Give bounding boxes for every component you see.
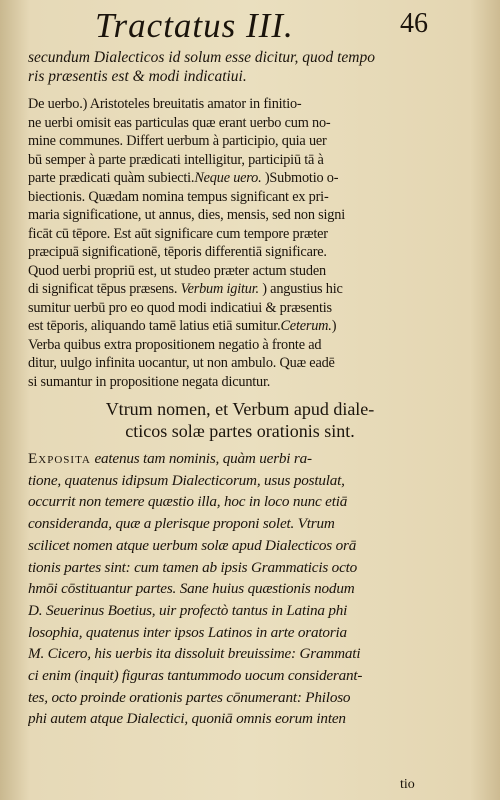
text-line: scilicet nomen atque uerbum solæ apud Dialecticos orā xyxy=(28,536,357,554)
text-line: præcipuā significationē, tēporis differentiā significare. xyxy=(28,244,327,260)
text-segment: parte prædicati quàm subiecti. xyxy=(28,170,195,186)
text-line: losophia, quatenus inter ipsos Latinos in arte oratoria xyxy=(28,623,347,641)
text-line: si sumantur in propositione negata dicuntur. xyxy=(28,373,271,390)
text-line: mine communes. Differt uerbum à participio, quia uer xyxy=(28,133,327,149)
lemma-uerbum-igitur: Verbum igitur. xyxy=(180,281,259,297)
page-number: 46 xyxy=(400,8,428,39)
text-segment: ) xyxy=(331,318,337,334)
text-line xyxy=(28,448,432,470)
text-line: ditur, uulgo infinita uocantur, ut non ambulo. Quæ eadē xyxy=(28,355,335,371)
exposita-label: Exposita xyxy=(28,450,91,467)
text-segment: di significat tēpus præsens. xyxy=(28,281,178,297)
heading-line: Vtrum nomen, et Verbum apud diale- xyxy=(105,399,375,419)
text-segment: )Submotio o- xyxy=(261,170,339,186)
text-line: biectionis. Quædam nomina tempus significant ex pri- xyxy=(28,188,329,205)
text-line: ficāt cū tēpore. Est aūt significare cum tempore præter xyxy=(28,225,328,242)
text-segment: ) angustius hic xyxy=(258,281,343,297)
text-segment: eatenus tam nominis, quàm uerbi ra- xyxy=(90,450,312,467)
text-line: hmōi cōstituantur partes. Sane huius quæstionis nodum xyxy=(28,580,355,598)
text-line: D. Seuerinus Boetius, uir profectò tantus in Latina phi xyxy=(28,601,348,619)
lemma-ceterum: Ceterum. xyxy=(280,318,332,334)
page-header xyxy=(0,6,500,46)
text-line: ci enim (inquit) figuras tantummodo uocum considerant- xyxy=(28,667,363,685)
text-line: bū semper à parte prædicati intelligitur, participiū tā à xyxy=(28,151,324,168)
text-line: tione, quatenus idipsum Dialecticorum, usus postulat, xyxy=(28,471,345,489)
exposition-block xyxy=(28,448,432,730)
text-line xyxy=(28,317,432,336)
lemma-neque-uero: Neque uero. xyxy=(194,170,262,186)
text-line: Verba quibus extra propositionem negatio à fronte ad xyxy=(28,336,322,353)
catchword: tio xyxy=(400,777,415,792)
text-line: ne uerbi omisit eas particulas quæ erant uerbo cum no- xyxy=(28,114,331,131)
section-heading xyxy=(50,398,430,442)
text-line: occurrit non temere quæstio illa, hoc in loco nunc etiā xyxy=(28,493,348,511)
text-line xyxy=(28,280,432,299)
text-line: maria significatione, ut annus, dies, mensis, sed non signi xyxy=(28,207,345,223)
text-line: consideranda, quæ a plerisque proponi solet. Vtrum xyxy=(28,515,335,533)
text-line: sumitur uerbū pro eo quod modi indicatiui & præsentis xyxy=(28,299,332,316)
opening-italic-block xyxy=(28,48,432,86)
text-line: phi autem atque Dialectici, quoniā omnis eorum inten xyxy=(28,710,346,728)
running-title: Tractatus III. xyxy=(95,6,294,45)
text-line: tionis partes sint: cum tamen ab ipsis Grammaticis octo xyxy=(28,558,358,576)
text-line: secundum Dialecticos id solum esse dicitur, quod tempo xyxy=(28,49,375,66)
text-line: ris præsentis est & modi indicatiui. xyxy=(28,68,247,85)
text-line: M. Cicero, his uerbis ita dissoluit breuissime: Grammati xyxy=(28,645,361,663)
heading-line: cticos solæ partes orationis sint. xyxy=(125,421,355,441)
text-line: De uerbo.) Aristoteles breuitatis amator in finitio- xyxy=(28,96,302,112)
text-line: Quod uerbi propriū est, ut studeo præter actum studen xyxy=(28,262,326,279)
text-line: tes, octo proinde orationis partes cōnumerant: Philoso xyxy=(28,688,351,706)
text-line xyxy=(28,169,432,188)
text-segment: est tēporis, aliquando tamē latius etiā sumitur. xyxy=(28,318,281,334)
commentary-block xyxy=(28,95,432,391)
